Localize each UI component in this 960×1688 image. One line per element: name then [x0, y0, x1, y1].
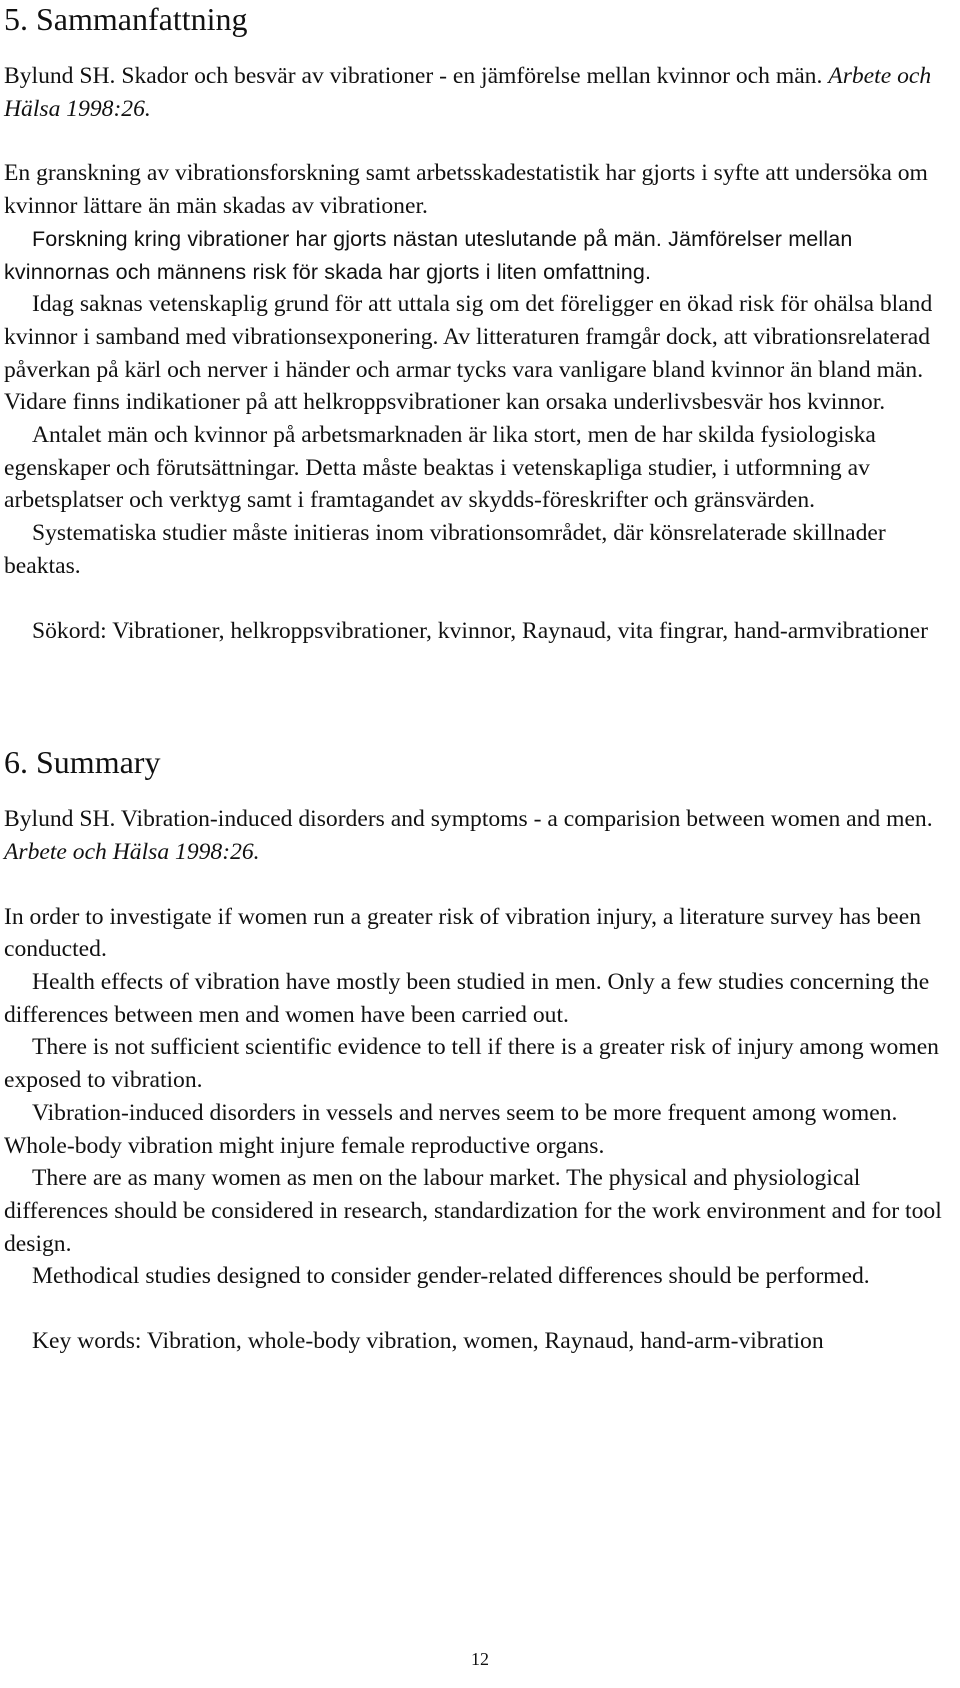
keywords-swedish [4, 615, 954, 648]
citation-english [4, 803, 954, 868]
paragraph-en-6 [4, 1260, 954, 1293]
paragraph-sv-2 [4, 223, 954, 288]
keywords-english-text: Key words: Vibration, whole-body vibration, women, Raynaud, hand-arm-vibration [32, 1328, 824, 1355]
paragraph-sv-4-text: Antalet män och kvinnor på arbetsmarknaden är lika stort, men de har skilda fysiologiska egenskaper och förutsättningar. Detta måste beaktas i vetenskapliga studier, i utformning av arbetsplatser och verktyg samt i framtagandet av skydds-föreskrifter och gränsvärden. [4, 422, 876, 514]
paragraph-en-6-text: Methodical studies designed to consider gender-related differences should be performed. [32, 1263, 870, 1290]
section-heading-summary: 6. Summary [4, 744, 161, 781]
paragraph-en-2 [4, 966, 954, 1031]
citation-text: Bylund SH. Skador och besvär av vibrationer - en jämförelse mellan kvinnor och män. [4, 63, 823, 89]
paragraph-sv-3-text: Idag saknas vetenskaplig grund för att uttala sig om det föreligger en ökad risk för ohälsa bland kvinnor i samband med vibrationsexponering. Av litteraturen framgår dock, att vibrationsrelaterad påverkan på kärl och nerver i händer och armar tycks vara vanligare bland kvinnor än bland män. Vidare finns indikationer på att helkroppsvibrationer kan orsaka underlivsbesvär hos kvinnor. [4, 291, 933, 416]
paragraph-en-3 [4, 1031, 954, 1096]
paragraph-en-5-text: There are as many women as men on the labour market. The physical and physiological differences should be considered in research, standardization for the work environment and for tool design. [4, 1165, 942, 1257]
paragraph-en-1: In order to investigate if women run a greater risk of vibration injury, a literature survey has been conducted. [4, 903, 921, 963]
paragraph-en-2-text: Health effects of vibration have mostly been studied in men. Only a few studies concerning the differences between men and women have been carried out. [4, 969, 930, 1028]
paragraph-en-4 [4, 1097, 954, 1162]
paragraph-en-3-text: There is not sufficient scientific evidence to tell if there is a greater risk of injury among women exposed to vibration. [4, 1034, 939, 1094]
citation-swedish [4, 60, 954, 125]
keywords-english [4, 1325, 954, 1358]
page-number: 12 [471, 1649, 489, 1669]
paragraph-sv-3 [4, 288, 954, 419]
paragraph-sv-5-text: Systematiska studier måste initieras inom vibrationsområdet, där könsrelaterade skillnader beaktas. [4, 520, 886, 579]
citation-text: Bylund SH. Vibration-induced disorders and symptoms - a comparision between women and men. [4, 806, 933, 833]
paragraph-en-4-text: Vibration-induced disorders in vessels and nerves seem to be more frequent among women. Whole-body vibration might injure female reproductive organs. [4, 1099, 898, 1159]
citation-journal: Arbete och Hälsa 1998:26. [4, 63, 932, 122]
paragraph-en-5 [4, 1162, 954, 1260]
paragraph-sv-1: En granskning av vibrationsforskning samt arbetsskadestatistik har gjorts i syfte att undersöka om kvinnor lättare än män skadas av vibrationer. [4, 160, 928, 220]
keywords-swedish-text: Sökord: Vibrationer, helkroppsvibrationer, kvinnor, Raynaud, vita fingrar, hand-armvibrationer [32, 617, 928, 644]
citation-journal: Arbete och Hälsa 1998:26. [4, 838, 260, 865]
paragraph-sv-4 [4, 419, 954, 517]
section-heading-sammanfattning: 5. Sammanfattning [4, 1, 248, 37]
paragraph-sv-2-text: Forskning kring vibrationer har gjorts nästan uteslutande på män. Jämförelser mellan kvinnornas och männens risk för skada har gjorts i liten omfattning. [4, 226, 853, 284]
document-page [4, 0, 954, 1358]
paragraph-sv-5 [4, 517, 954, 582]
